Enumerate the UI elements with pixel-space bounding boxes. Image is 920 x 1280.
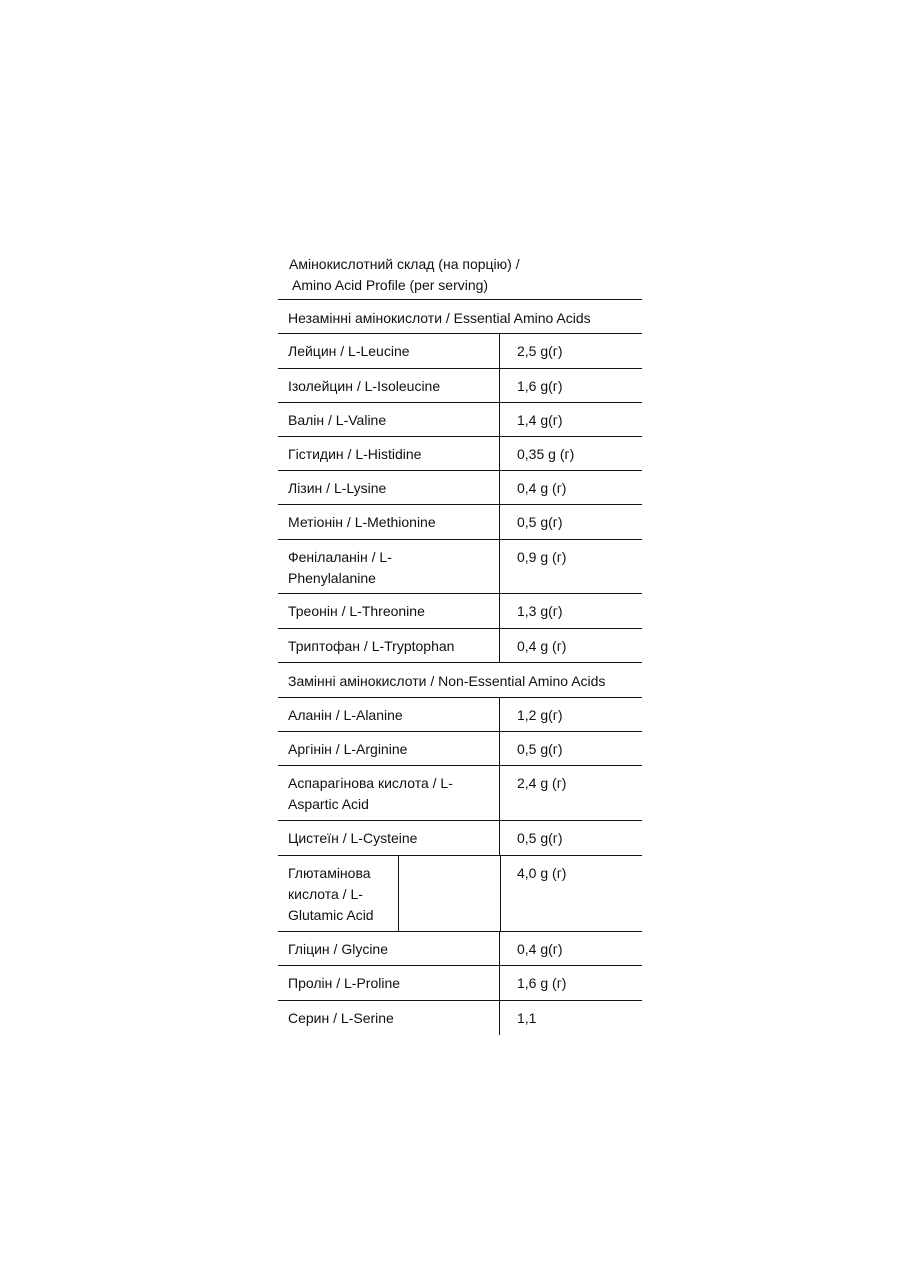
amino-acid-name — [278, 540, 500, 593]
amino-acid-name: Гліцин / Glycine — [278, 932, 500, 965]
table-row — [278, 821, 642, 856]
name-line: Glutamic Acid — [288, 907, 374, 923]
table-row — [278, 540, 642, 594]
table-row — [278, 369, 642, 403]
amino-acid-value: 2,5 g(г) — [517, 343, 563, 359]
amino-acid-value: 2,4 g (г) — [517, 775, 567, 791]
amino-acid-value: 0,9 g (г) — [517, 549, 567, 565]
table-row — [278, 766, 642, 821]
amino-acid-name: Метіонін / L-Methionine — [278, 505, 500, 539]
amino-acid-value: 0,4 g (г) — [517, 480, 567, 496]
name-line: Аспарагінова кислота / L- — [288, 775, 453, 791]
table-row — [278, 932, 642, 966]
table-row — [278, 594, 642, 629]
amino-acid-value: 1,6 g (г) — [517, 975, 567, 991]
amino-acid-value: 0,35 g (г) — [517, 446, 575, 462]
table-row — [278, 856, 642, 932]
amino-acid-value: 0,4 g (г) — [517, 638, 567, 654]
amino-acid-value: 1,6 g(г) — [517, 378, 563, 394]
amino-acid-value: 0,5 g(г) — [517, 830, 563, 846]
title-line-en: Amino Acid Profile (per serving) — [292, 277, 489, 293]
amino-acid-name: Ізолейцин / L-Isoleucine — [278, 369, 500, 402]
amino-acid-value: 1,2 g(г) — [517, 707, 563, 723]
section-header-nonessential — [278, 663, 642, 698]
amino-acid-value: 0,5 g(г) — [517, 514, 563, 530]
table-row — [278, 437, 642, 471]
amino-acid-value: 1,1 — [517, 1010, 537, 1026]
name-line: кислота / L- — [288, 886, 363, 902]
amino-acid-name: Лізин / L-Lysine — [278, 471, 500, 504]
amino-acid-name: Аланін / L-Alanine — [278, 698, 500, 731]
amino-acid-name: Серин / L-Serine — [278, 1001, 500, 1035]
amino-acid-name: Гістидин / L-Histidine — [278, 437, 500, 470]
table-row — [278, 505, 642, 540]
table-row — [278, 698, 642, 732]
table-row — [278, 966, 642, 1001]
table-row — [278, 334, 642, 369]
amino-acid-value: 0,5 g(г) — [517, 741, 563, 757]
amino-acid-name — [278, 856, 399, 931]
section-header-essential — [278, 300, 642, 334]
name-line: Aspartic Acid — [288, 796, 369, 812]
amino-acid-value: 0,4 g(г) — [517, 941, 563, 957]
amino-acid-name: Триптофан / L-Tryptophan — [278, 629, 500, 662]
section-header-label: Замінні амінокислоти / Non-Essential Amino Acids — [288, 673, 606, 689]
amino-acid-name: Лейцин / L-Leucine — [278, 334, 500, 368]
name-line: Phenylalanine — [288, 570, 376, 586]
empty-cell — [399, 856, 501, 931]
amino-acid-name: Треонін / L-Threonine — [278, 594, 500, 628]
amino-acid-name — [278, 766, 500, 820]
amino-acid-name: Валін / L-Valine — [278, 403, 500, 436]
title-line-ua: Амінокислотний склад (на порцію) / — [289, 256, 520, 272]
table-row — [278, 1001, 642, 1035]
amino-acid-name: Аргінін / L-Arginine — [278, 732, 500, 765]
amino-acid-value: 4,0 g (г) — [517, 865, 567, 881]
table-title — [289, 254, 520, 296]
table-row — [278, 403, 642, 437]
amino-acid-value: 1,3 g(г) — [517, 603, 563, 619]
name-line: Глютамінова — [288, 865, 371, 881]
section-header-label: Незамінні амінокислоти / Essential Amino Acids — [288, 310, 591, 326]
table-row — [278, 471, 642, 505]
name-line: Фенілаланін / L- — [288, 549, 392, 565]
amino-acid-table — [278, 299, 642, 1035]
table-row — [278, 629, 642, 663]
amino-acid-name: Цистеїн / L-Cysteine — [278, 821, 500, 855]
table-row — [278, 732, 642, 766]
amino-acid-name: Пролін / L-Proline — [278, 966, 500, 1000]
amino-acid-value: 1,4 g(г) — [517, 412, 563, 428]
